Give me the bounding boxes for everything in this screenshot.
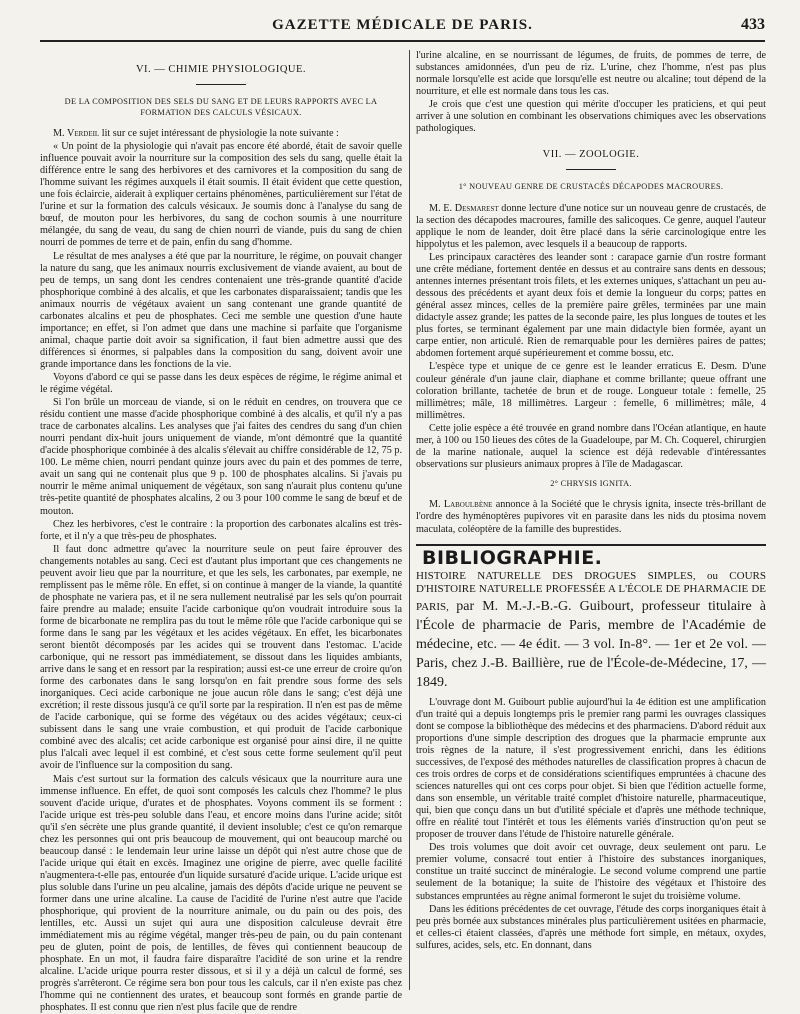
page-header xyxy=(40,14,765,42)
body-paragraph: Cette jolie espèce a été trouvée en grand nombre dans l'Océan atlantique, en haute mer, à 100 ou 150 lieues des côtes de la Guadeloupe, par M. Ch. Coquerel, chirurgien de la marine nationale, auquel la science est déjà redevable d'intéressantes observations sur plusieurs animaux propres à l'île de Madagascar. xyxy=(416,422,766,470)
body-paragraph: Il faut donc admettre qu'avec la nourriture seule on peut faire éprouver des changements notables au sang. Ceci est d'autant plus important que ces changements ne peuvent avoir lieu que par la nourriture, et que les sels, les carbonates, par exemple, ne remplissent pas le même rôle. En effet, si on continue à manger de la viande, la quantité de phosphate ne variera pas, et il ne sera nullement neutralisé par les sels qu'on pourrait faire prendre au malade; ensuite l'acide carbonique qu'on voudrait introduire sous la forme de bicarbonate ne remplira pas du tout le même rôle que l'acide carbonique qui se forme dans le sang par les végétaux et les acides végétaux. En effet, les bicarbonates seront bientôt décomposés par les acides qui se trouvent dans l'estomac. L'acide carbonique, qui ne ressort pas immédiatement, se dissout dans les liquides ambiants, arrive dans le sang et en ressort par la respiration; aussi est-ce une erreur de croire qu'on forme des carbonates dans le sang lorsqu'on en fait prendre sous forme des sels inorganiques. Ceci acide carbonique ne joue aucun rôle dans le sang; c'est déjà une excrétion; il reste dissous jusqu'à ce qu'il sorte par la respiration. Il n'en est pas de même de l'acide carbonique, qui se forme des végétaux ou des acides végétaux; ceux-ci subissent dans le sang une vraie combustion, et qui produit de l'acide carbonique combiné avec des alcalis; cet acide carbonique est organisé pour ainsi dire, il ne quitte plus l'alcali avec lequel il est combiné, et c'est sous cette forme seulement qu'il peut avoir de l'influence sur la composition du sang. xyxy=(40,543,402,772)
body-paragraph: Voyons d'abord ce qui se passe dans les deux espèces de régime, le régime animal et le régime végétal. xyxy=(40,371,402,396)
left-column xyxy=(40,50,402,1014)
subsection-title-chrysis: 2° CHRYSIS IGNITA. xyxy=(550,478,632,488)
reference-details: par M. M.-J.-B.-G. Guibourt, professeur titulaire à l'École de pharmacie de Paris, membre de l'Académie de médecine, etc. — 4e édit. — 3 vol. In-8°. — 1er et 2e vol. — Paris, chez J.-B. Baillière, rue de l'École-de-Médecine, 17, — 1849. xyxy=(416,598,766,690)
section-rule xyxy=(196,84,246,85)
column-divider xyxy=(409,50,410,990)
laboulbene-text: annonce à la Société que le chrysis ignita, insecte très-brillant de l'ordre des hyménoptères pupivores vit en parasite dans les nids du ptosima novem maculata, coléoptère de la famille des buprestides. xyxy=(416,499,766,535)
author-verdeil: M. Verdeil xyxy=(53,128,100,140)
reference-title: HISTOIRE NATURELLE DES DROGUES SIMPLES, ou COURS D'HISTOIRE NATURELLE PROFESSÉE A L'ÉCOLE DE PHARMACIE DE PARIS, xyxy=(416,569,766,613)
section-title-chimie: VI. — CHIMIE PHYSIOLOGIQUE. xyxy=(135,64,307,75)
body-paragraph: Mais c'est surtout sur la formation des calculs vésicaux que la nourriture aura une immense influence. En effet, de quoi sont composés les calculs chez l'homme? le plus souvent d'acide urique, d'urates et de phosphates. Voyons comment ils se forment : l'acide urique est très-peu soluble dans l'eau, et encore moins dans l'urine acide; sitôt qu'il s'en sécrète une plus grande quantité, il devient insoluble; c'est ce qu'on remarque chez les personnes qui ont pris beaucoup de mouvement, qui ont beaucoup marché ou beaucoup dansé : le lendemain leur urine laisse un dépôt qui n'est autre chose que de l'acide urique qui était en excès. Imaginez une origine de pierre, avec quelle facilité n'augmentera-t-elle pas, entourée d'un liquide sursaturé d'acide urique. L'acide urique est plus soluble dans l'urine un peu alcaline, jamais des dépôts d'acide urique ne peuvent se former dans une urine alcaline. La cause de l'acidité de l'urine n'est autre que l'acide phosphorique, qui provient de la nourriture animale, ou du pain ou des pois, des lentilles, etc. Aussi un sujet qui aura une disposition calculeuse devrait être immédiatement mis au régime végétal, manger très-peu de pain, ou du pain contenant peu de gluten, point de pois, de lentilles, de fèves qui contiennent beaucoup de phosphate. En un mot, il faudra faire disparaître l'acidité de son urine et la rendre alcaline. L'acide urique pourra rester dissous, et si il y a déjà un calcul de formé, ses progrès s'arrêteront. Ce régime sera bon pour tous les calculs, car il n'en existe pas chez l'homme qui ne contiennent des urates, et beaucoup sont formés en grande partie de phosphates. Il est connu que rien n'est plus facile que de rendre xyxy=(40,773,402,1014)
body-paragraph: « Un point de la physiologie qui n'avait pas encore été abordé, était de savoir quelle influence pouvait avoir la nourriture sur la composition des sels du sang, quelle était la différence entre le sang des herbivores et des carnivores et la composition du sang de l'homme suivant les régimes auxquels il était soumis. Il était évident que cette question, une fois éclaircie, aiderait à expliquer certains phénomènes, particulièrement sur l'état de l'urine et sur la formation des calculs vésicaux. Je soumis donc à l'analyse du sang de bœuf, de mouton pour les herbivores, du sang de cochon soumis à une nourriture mélangée, du sang de veau, du sang de chien nourri de viande, puis du sang de chien nourri de pommes de terre et de pain, enfin du sang d'homme. xyxy=(40,141,402,249)
body-paragraph: Si l'on brûle un morceau de viande, si on le réduit en cendres, on trouvera que ce résidu contient une masse d'acide phosphorique combiné à des alcalis, et qu'il n'y a pas trace de carbonates alcalins. Les analyses que j'ai faites des cendres du sang d'un chien nourri pendant dix-huit jours uniquement de viande, m'ont démontré que la quantité d'acide phosphorique combinée à des alcalis s'élevait au chiffre considérable de 12, 75 p. 100. Le même chien, nourri pendant quinze jours avec du pain et des pommes de terre, avait un sang qui ne contenait plus que 9 p. 100 de phosphates alcalins. Si j'avais pu nourrir le même animal uniquement de végétaux, son sang n'aurait plus contenu qu'une très-petite quantité de phosphates alcalins, 2 ou 3 pour 100 comme le sang de bœuf et de mouton. xyxy=(40,397,402,517)
intro-paragraph xyxy=(40,128,402,140)
continuation-paragraph: Je crois que c'est une question qui mérite d'occuper les praticiens, et qui peut arriver à une solution en combinant les observations chimiques avec les observations pathologiques. xyxy=(416,99,766,135)
bibliography-heading: BIBLIOGRAPHIE. xyxy=(422,546,603,569)
section-rule xyxy=(566,169,616,170)
intro-text: lit sur ce sujet intéressant de physiologie la note suivante : xyxy=(99,128,339,140)
right-column xyxy=(416,50,766,998)
section-title-zoologie: VII. — ZOOLOGIE. xyxy=(542,149,640,161)
body-paragraph: Chez les herbivores, c'est le contraire : la proportion des carbonates alcalins est très-forte, et il n'y a que très-peu de phosphates. xyxy=(40,518,402,542)
body-paragraph: Des trois volumes que doit avoir cet ouvrage, deux seulement ont paru. Le premier volume, consacré tout entier à l'histoire des substances inorganiques, constitue un traité succinct de minéralogie. Le second volume comprend une partie seulement de la botanique; la suite de l'histoire des végétaux et l'histoire des substances empruntées au règne animal formeront le sujet du troisième volume. xyxy=(416,842,766,902)
body-paragraph: Dans les éditions précédentes de cet ouvrage, l'étude des corps inorganiques était à peu près bornée aux substances minérales plus particulièrement usitées en pharmacie, et celles-ci étaient classées, d'après une méthode fort simple, en métaux, oxydes, sulfures, acides, sels, etc. En donnant, dans xyxy=(416,903,766,951)
body-paragraph xyxy=(416,203,766,251)
bibliography-reference xyxy=(416,570,766,692)
page-number: 433 xyxy=(741,16,765,33)
article-title-sels-du-sang: DE LA COMPOSITION DES SELS DU SANG ET DE LEURS RAPPORTS AVEC LA FORMATION DES CALCULS VÉSICAUX. xyxy=(64,97,378,117)
subsection-title-crustaces: 1° NOUVEAU GENRE DE CRUSTACÉS DÉCAPODES MACROURES. xyxy=(458,182,724,192)
continuation-paragraph: l'urine alcaline, en se nourrissant de légumes, de fruits, de pommes de terre, de substances amidonnées, d'un peu de riz. L'urine, chez l'homme, n'est pas plus normale lorsqu'elle est acide que lorsqu'elle est neutre ou alcaline; tout dépend de la nourriture, et elle est normale dans tous les cas. xyxy=(416,50,766,98)
body-paragraph: L'ouvrage dont M. Guibourt publie aujourd'hui la 4e édition est une amplification d'un traité qui a depuis longtemps pris le premier rang parmi les ouvrages classiques dont se compose la bibliothèque des médecins et des pharmaciens. D'abord réduit aux proportions d'une simple description des drogues que la pharmacie emprunte aux trois règnes de la nature, il s'est progressivement enrichi, dans les éditions successives, de l'exposé des méthodes naturelles de classification propres à chacun de ces trois ordres de corps et de considérations scientifiques empruntées à chacune des sciences naturelles qui ont ces corps pour objet. Si bien que l'édition actuelle forme, dans son ensemble, un véritable traité complet d'histoire naturelle, pharmaceutique, qui, bien que conçu dans un but d'utilité spéciale et d'après une méthode technique, offre en réalité tout l'intérêt et tous les éléments variés d'instruction qu'on peut se proposer de trouver dans l'étude de l'histoire naturelle générale. xyxy=(416,696,766,841)
author-laboulbene: M. Laboulbène xyxy=(429,499,493,511)
desmarest-text: donne lecture d'une notice sur un nouveau genre de crustacés, de la section des décapodes macroures, famille des salicoques. Ce genre, auquel l'auteur applique le nom de leander, doit être placé dans la série carcinologique entre les hippolytus et les palemon, avec lesquels il a beaucoup de rapports. xyxy=(416,202,767,251)
body-paragraph xyxy=(416,499,766,535)
body-paragraph: L'espèce type et unique de ce genre est le leander erraticus E. Desm. D'une couleur générale d'un jaune clair, diaphane et comme brillante; queue offrant une coloration brillante, tachetée de brun et de rouge. Longueur totale : femelle, 25 millimètres; mâle, 18 millimètres. Largeur : femelle, 6 millimètres; mâle, 4 millimètres. xyxy=(416,361,766,421)
journal-title: GAZETTE MÉDICALE DE PARIS. xyxy=(272,17,533,33)
body-paragraph: Le résultat de mes analyses a été que par la nourriture, le régime, on pouvait changer la nature du sang, que les animaux nourris exclusivement de viande avaient, au bout de peu de temps, un sang dont les cendres contenaient une très-grande quantité d'acide phosphorique combiné à des alcalis, et que les carbonates disparaissaient; tandis que les animaux nourris de végétaux avaient un sang contenant une grande quantité de carbonates alcalins et peu de phosphates. Ceci me semble une question d'une haute importance; en effet, si l'on admet que dans une machine si parfaite que l'organisme animal, chaque partie doit avoir sa signification, il faut bien admettre aussi que des différences si énormes, si palpables dans la composition du sang, doivent avoir une grande importance dans les fonctions de la vie. xyxy=(40,250,402,370)
bibliography-rule xyxy=(416,544,766,546)
body-paragraph: Les principaux caractères des leander sont : carapace garnie d'un rostre formant une crête médiane, fortement dentée en dessus et au contraire sans dents en dessous; antennes internes présentant trois filets, et les externes uniques, s'attachant un peu au-dessous des précédents et ayant deux fois et demie la longueur du corps; pattes en général assez minces, celles de la première paire grêles, terminées par une main didactyle assez grande; les pattes de la seconde paire, les plus longues de toutes et les plus fortes, se terminant également par une main didactyle bien formée, ayant un carpe entier, non articulé. Rien de remarquable pour les dernières paires de pattes; abdomen fortement arqué supérieurement et comme bossu, etc. xyxy=(416,252,766,360)
author-desmarest: M. E. Desmarest xyxy=(429,202,499,214)
